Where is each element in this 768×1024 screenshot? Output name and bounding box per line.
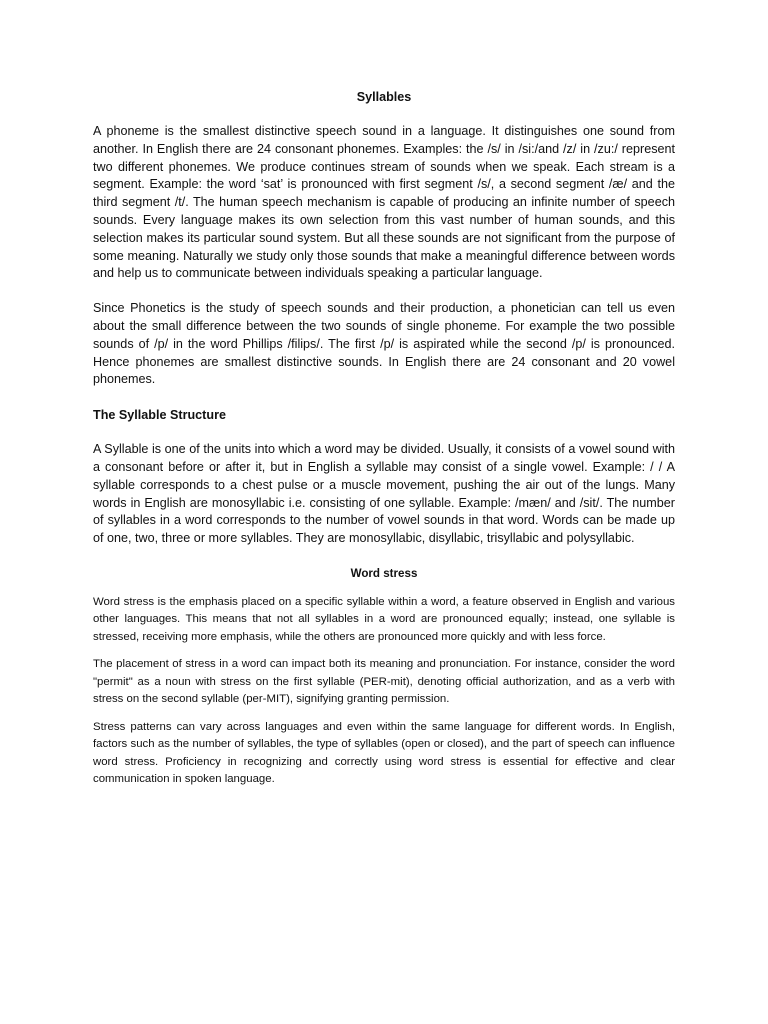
section-heading-syllable-structure: The Syllable Structure — [93, 408, 226, 423]
document-page — [93, 88, 675, 799]
page-title: Syllables — [356, 90, 412, 104]
paragraph-word-stress: Word stress is the emphasis placed on a specific syllable within a word, a feature observed in English and various other languages. This means that not all syllables in a word are pronounced equally; instead, one syllable is stressed, receiving more emphasis, while the others are pronounced more quickly and with less force. — [93, 595, 675, 643]
paragraph-phonetics: Since Phonetics is the study of speech sounds and their production, a phonetician can tell us even about the small difference between the two sounds of single phoneme. For example the two possible sounds of /p/ in the word Phillips /filips/. The first /p/ is aspirated while the second /p/ is pronounced. Hence phonemes are smallest distinctive sounds. In English there are 24 consonant and 20 vowel phonemes. — [93, 301, 675, 387]
paragraph-syllable: A Syllable is one of the units into which a word may be divided. Usually, it consists of a vowel sound with a consonant before or after it, but in English a syllable may consist of a single vowel. Example: / / A syllable corresponds to a chest pulse or a muscle movement, pushing the air out of the lungs. Many words in English are monosyllabic i.e. consisting of one syllable. Example: /mæn/ and /sit/. The number of syllables in a word corresponds to the number of vowel sounds in that word. Words can be made up of one, two, three or more syllables. They are monosyllabic, disyllabic, trisyllabic and polysyllabic. — [93, 442, 675, 546]
paragraph-stress-patterns: Stress patterns can vary across languages and even within the same language for different words. In English, factors such as the number of syllables, the type of syllables (open or closed), and the part of speech can influence word stress. Proficiency in recognizing and correctly using word stress is essential for effective and clear communication in spoken language. — [93, 720, 675, 786]
paragraph-stress-placement: The placement of stress in a word can impact both its meaning and pronunciation. For instance, consider the word "permit" as a noun with stress on the first syllable (PER-mit), denoting official authorization, and as a verb with stress on the second syllable (per-MIT), signifying granting permission. — [93, 658, 675, 706]
paragraph-phoneme: A phoneme is the smallest distinctive speech sound in a language. It distinguishes one sound from another. In English there are 24 consonant phonemes. Examples: the /s/ in /si:/and /z/ in /zu:/ represent two different phonemes. We produce continues stream of sounds when we speak. Each stream is a segment. Example: the word ‘sat’ is pronounced with first segment /s/, a second segment /æ/ and the third segment /t/. The human speech mechanism is capable of producing an infinite number of speech sounds. Every language makes its own selection from this vast number of human sounds, and this selection makes its particular sound system. But all these sounds are not significant from the purpose of some meaning. Naturally we study only those sounds that make a meaningful difference between words and help us to communicate between individuals speaking a particular language. — [93, 124, 675, 281]
section-heading-word-stress: Word stress — [350, 566, 418, 580]
